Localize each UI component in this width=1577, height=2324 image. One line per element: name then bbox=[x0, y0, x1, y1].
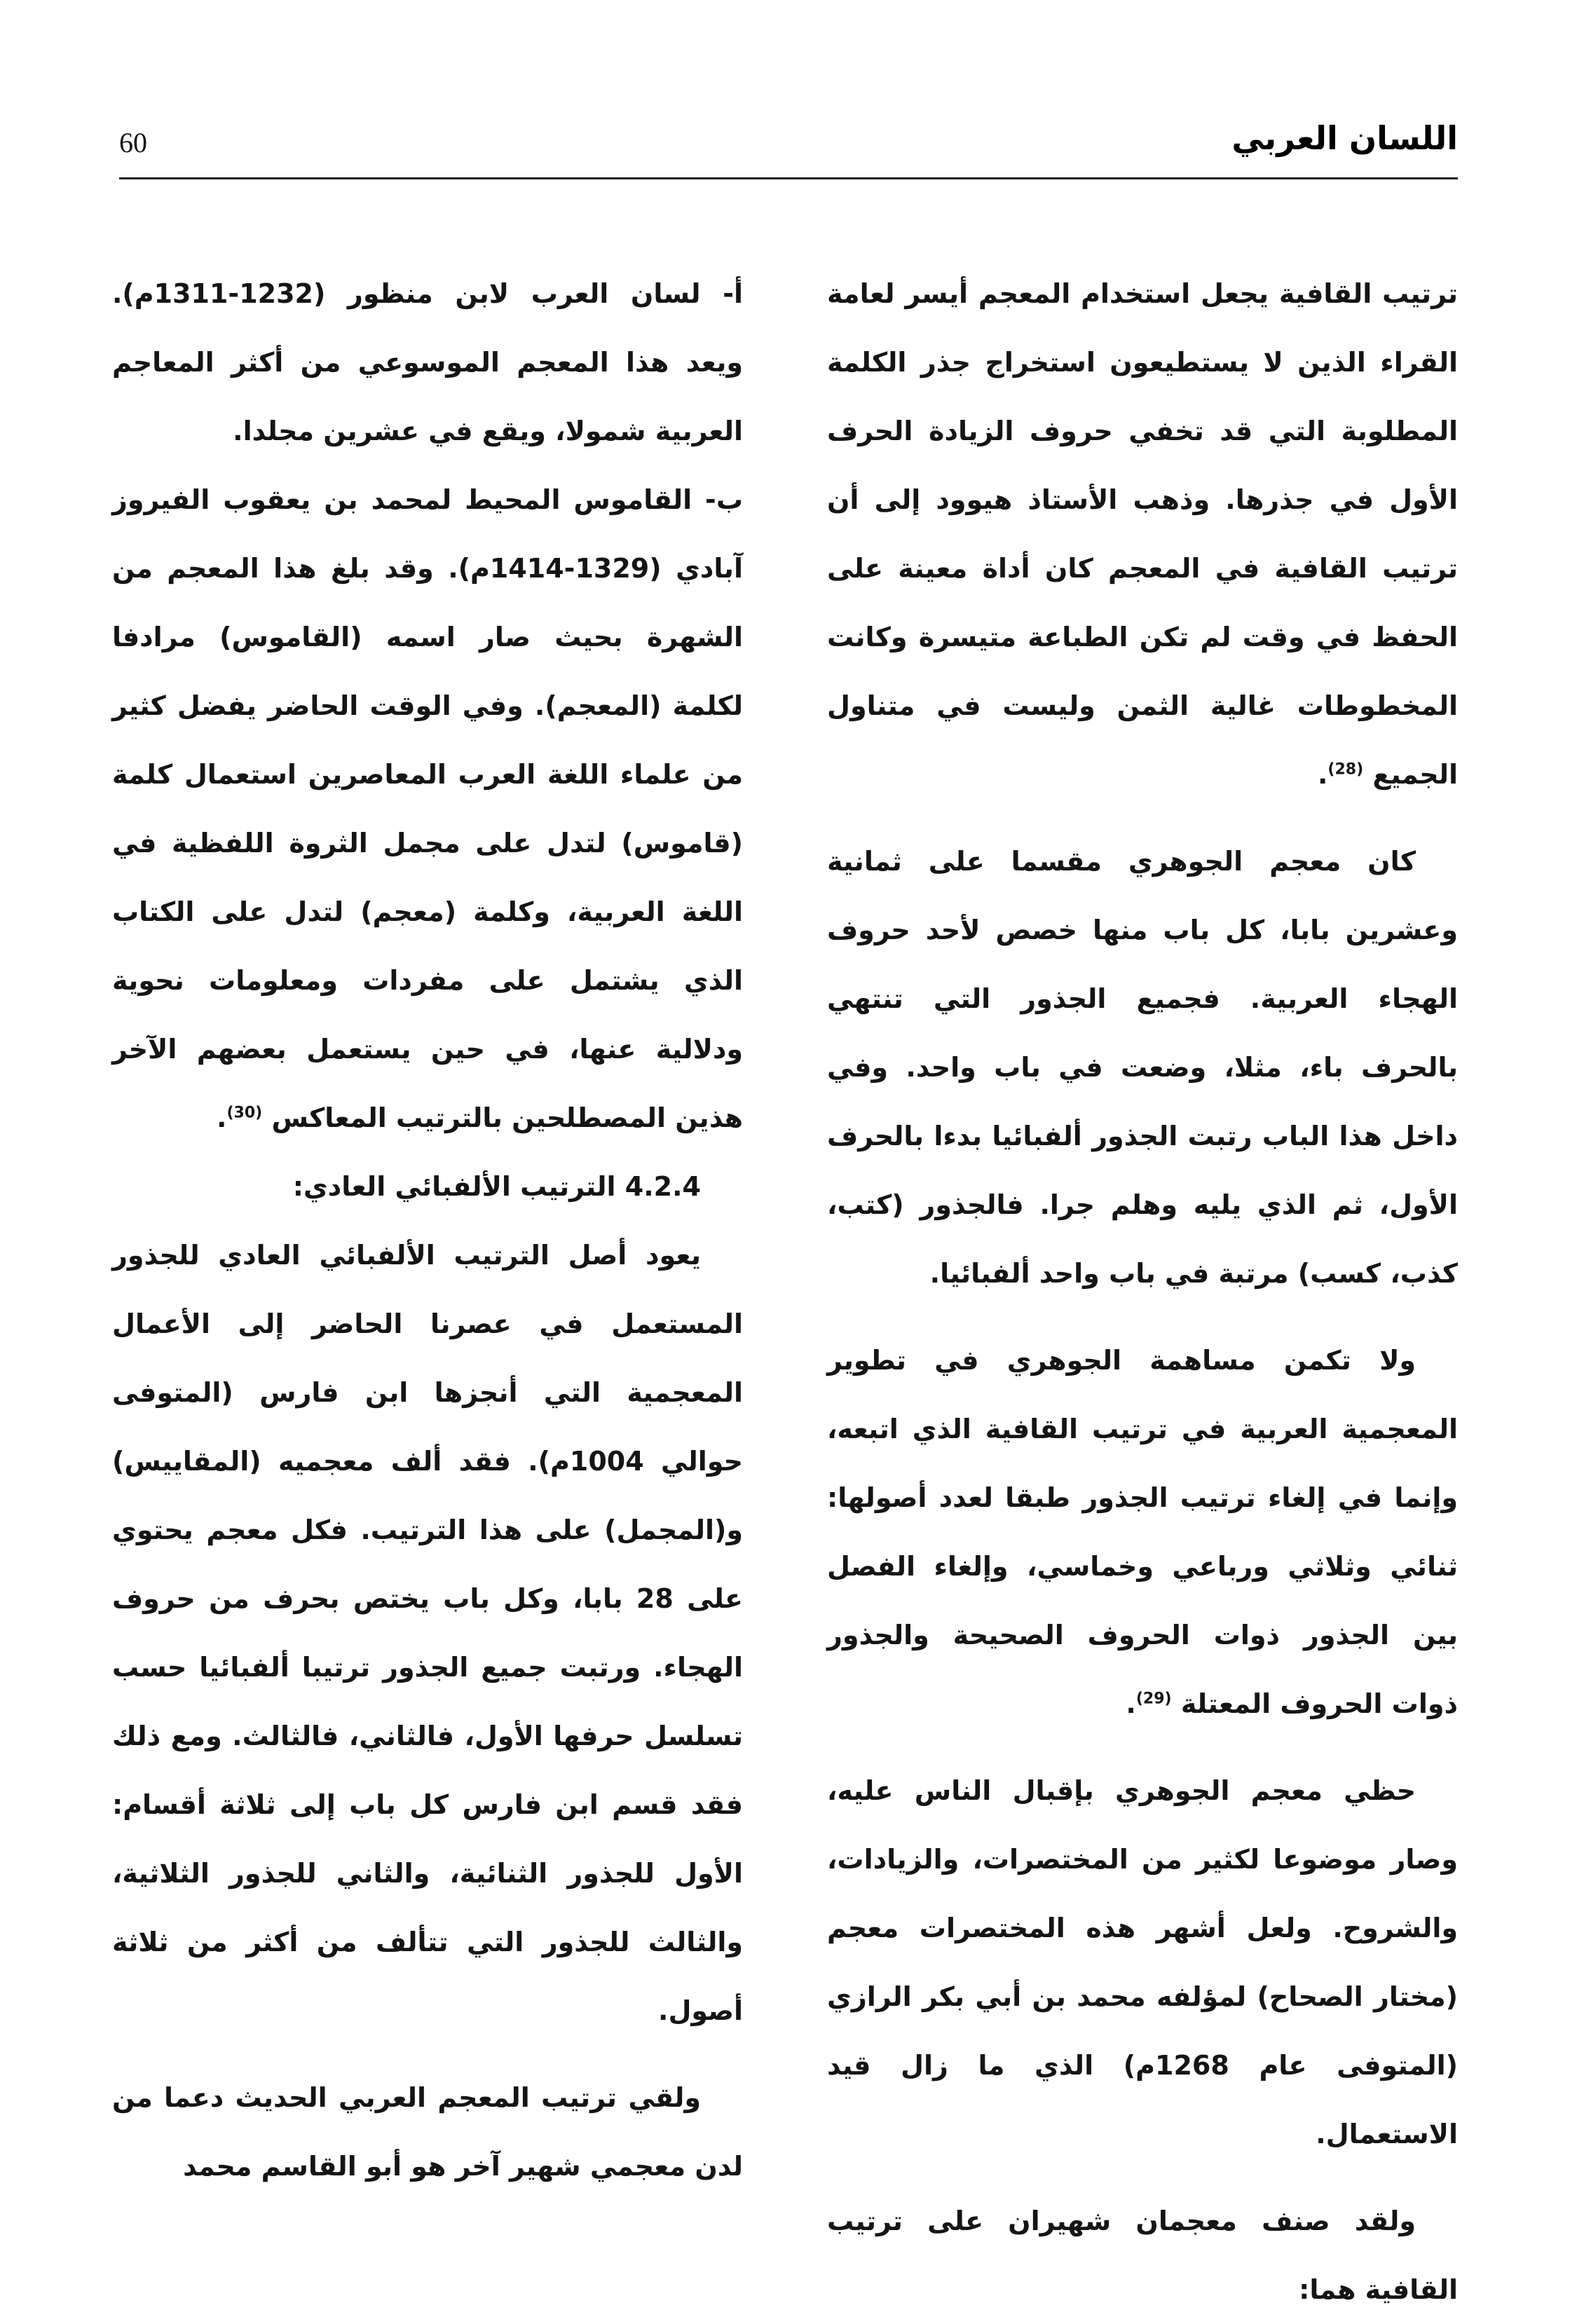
footnote-ref: (30) bbox=[226, 1104, 263, 1122]
page-header bbox=[119, 105, 1458, 182]
paragraph: ولقد صنف معجمان شهيران على ترتيب القافية هما: bbox=[827, 2206, 1458, 2305]
paragraph-text: ولا تكمن مساهمة الجوهري في تطوير المعجمية العربية في ترتيب القافية الذي اتبعه، وإنما في إلغاء ترتيب الجذور طبقا لعدد أصولها: ثنائي وثلاثي ورباعي وخماسي، وإلغاء الفصل بين الجذور ذوات الحروف الصحيحة والجذور ذوات الحروف المعتلة bbox=[827, 1345, 1458, 1719]
right-column bbox=[827, 259, 1458, 2324]
paragraph: ترتيب القافية يجعل استخدام المعجم أيسر لعامة القراء الذين لا يستطيعون استخراج جذر الكلمة المطلوبة التي قد تخفي حروف الزيادة الحرف الأول في جذرها. وذهب الأستاذ هيوود إلى أن ترتيب القافية في المعجم كان أداة معينة على الحفظ في وقت لم تكن الطباعة متيسرة وكانت المخطوطات غالية الثمن وليست في متناول الجميع $^{(28)}$. bbox=[827, 278, 1458, 790]
paragraph: يعود أصل الترتيب الألفبائي العادي للجذور المستعمل في عصرنا الحاضر إلى الأعمال المعجمية التي أنجزها ابن فارس (المتوفى حوالي 1004م). فقد ألف معجميه (المقاييس) و(المجمل) على هذا الترتيب. فكل معجم يحتوي على 28 بابا، وكل باب يختص بحرف من حروف الهجاء. ورتبت جميع الجذور ترتيبا ألفبائيا حسب تسلسل حرفها الأول، فالثاني، فالثالث. ومع ذلك فقد قسم ابن فارس كل باب إلى ثلاثة أقسام: الأول للجذور الثنائية، والثاني للجذور الثلاثية، والثالث للجذور التي تتألف من أكثر من ثلاثة أصول. bbox=[112, 1240, 743, 2026]
footnote-ref: (29) bbox=[1135, 1690, 1172, 1708]
paragraph: ولقي ترتيب المعجم العربي الحديث دعما من لدن معجمي شهير آخر هو أبو القاسم محمد bbox=[112, 2082, 743, 2182]
paragraph-text: ب- القاموس المحيط لمحمد بن يعقوب الفيروز آبادي (1329-1414م). وقد بلغ هذا المعجم من الشهرة بحيث صار اسمه (القاموس) مرادفا لكلمة (المعجم). وفي الوقت الحاضر يفضل كثير من علماء اللغة العرب المعاصرين استعمال كلمة (قاموس) لتدل على مجمل الثروة اللفظية في اللغة العربية، وكلمة (معجم) لتدل على الكتاب الذي يشتمل على مفردات ومعلومات نحوية ودلالية عنها، في حين يستعمل بعضهم الآخر هذين المصطلحين بالترتيب المعاكس bbox=[112, 484, 743, 1133]
list-item: أ- لسان العرب لابن منظور (1232-1311م). ويعد هذا المعجم الموسوعي من أكثر المعاجم العربية شمولا، ويقع في عشرين مجلدا. bbox=[112, 278, 743, 446]
paragraph: كان معجم الجوهري مقسما على ثمانية وعشرين بابا، كل باب منها خصص لأحد حروف الهجاء العربية. فجميع الجذور التي تنتهي بالحرف باء، مثلا، وضعت في باب واحد. وفي داخل هذا الباب رتبت الجذور ألفبائيا بدءا بالحرف الأول، ثم الذي يليه وهلم جرا. فالجذور (كتب، كذب، كسب) مرتبة في باب واحد ألفبائيا. bbox=[827, 846, 1458, 1289]
section-heading: 4.2.4 الترتيب الألفبائي العادي: bbox=[292, 1171, 701, 1202]
left-column bbox=[112, 259, 743, 2201]
paragraph: حظي معجم الجوهري بإقبال الناس عليه، وصار موضوعا لكثير من المختصرات، والزيادات، والشروح. ولعل أشهر هذه المختصرات معجم (مختار الصحاح) لمؤلفه محمد بن أبي بكر الرازي (المتوفى عام 1268م) الذي ما زال قيد الاستعمال. bbox=[827, 1775, 1458, 2149]
paragraph: ولا تكمن مساهمة الجوهري في تطوير المعجمية العربية في ترتيب القافية الذي اتبعه، وإنما في إلغاء ترتيب الجذور طبقا لعدد أصولها: ثنائي وثلاثي ورباعي وخماسي، وإلغاء الفصل بين الجذور ذوات الحروف الصحيحة والجذور ذوات الحروف المعتلة $^{(29)}$. bbox=[827, 1345, 1458, 1719]
page-number: 60 bbox=[119, 127, 147, 158]
footnote-ref: (28) bbox=[1327, 760, 1364, 779]
journal-title: اللسان العربي bbox=[1231, 119, 1458, 157]
header-divider bbox=[119, 177, 1458, 179]
paragraph-text: ترتيب القافية يجعل استخدام المعجم أيسر لعامة القراء الذين لا يستطيعون استخراج جذر الكلمة المطلوبة التي قد تخفي حروف الزيادة الحرف الأول في جذرها. وذهب الأستاذ هيوود إلى أن ترتيب القافية في المعجم كان أداة معينة على الحفظ في وقت لم تكن الطباعة متيسرة وكانت المخطوطات غالية الثمن وليست في متناول الجميع bbox=[827, 278, 1458, 790]
list-item: ب- القاموس المحيط لمحمد بن يعقوب الفيروز آبادي (1329-1414م). وقد بلغ هذا المعجم من الشهرة بحيث صار اسمه (القاموس) مرادفا لكلمة (المعجم). وفي الوقت الحاضر يفضل كثير من علماء اللغة العرب المعاصرين استعمال كلمة (قاموس) لتدل على مجمل الثروة اللفظية في اللغة العربية، وكلمة (معجم) لتدل على الكتاب الذي يشتمل على مفردات ومعلومات نحوية ودلالية عنها، في حين يستعمل بعضهم الآخر هذين المصطلحين بالترتيب المعاكس $^{(30)}$. bbox=[112, 484, 743, 1133]
